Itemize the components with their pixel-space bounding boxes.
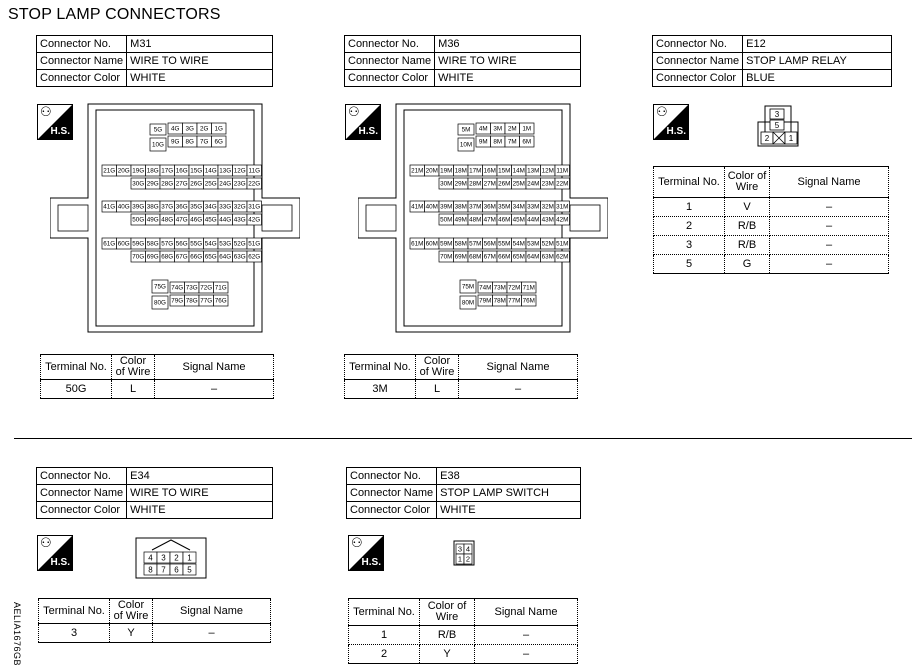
pin-label: 2G <box>200 125 209 133</box>
header-color-of-wire: Color of Wire <box>112 355 155 380</box>
pin-label: 51M <box>556 240 569 248</box>
pin-label: 18G <box>146 167 159 175</box>
pin-label: 19G <box>132 167 145 175</box>
pin-label: 7G <box>200 138 209 146</box>
e38-name: STOP LAMP SWITCH <box>437 485 581 502</box>
pin-label: 64G <box>219 253 232 261</box>
pin-label: 2 <box>764 134 770 143</box>
pin-label: 80M <box>461 299 475 307</box>
pin-label: 3G <box>185 125 194 133</box>
header-signal-name: Signal Name <box>475 599 578 626</box>
e38-color: WHITE <box>437 502 581 519</box>
terminal-no: 3 <box>39 624 110 643</box>
pin-label: 67M <box>483 253 496 261</box>
pin-label: 14M <box>512 167 525 175</box>
signal-name: – <box>155 380 274 399</box>
e12-info-table <box>652 35 892 87</box>
hs-icon: ⚇ H.S. <box>37 535 73 571</box>
pin-label: 74G <box>171 284 184 292</box>
pin-label: 27M <box>483 180 496 188</box>
pin-label: 44M <box>527 216 540 224</box>
pin-label: 52M <box>541 240 554 248</box>
label-connector-color: Connector Color <box>653 70 743 87</box>
pin-label: 72M <box>508 284 521 292</box>
pin-label: 22G <box>248 180 261 188</box>
pin-label: 4G <box>171 125 180 133</box>
pin-label: 17M <box>469 167 482 175</box>
table-row <box>349 645 578 664</box>
pin-label: 31G <box>248 203 261 211</box>
terminal-no: 5 <box>654 255 725 274</box>
pin-label: 3 <box>457 544 463 554</box>
m31-connector-face <box>50 98 300 343</box>
pin-label: 56G <box>175 240 188 248</box>
pin-label: 12M <box>541 167 554 175</box>
pin-label: 13M <box>527 167 540 175</box>
pin-label: 47M <box>483 216 496 224</box>
pin-label: 5G <box>153 126 163 134</box>
pin-label: 45G <box>204 216 217 224</box>
pin-label: 59M <box>440 240 453 248</box>
e38-info-table <box>346 467 581 519</box>
pin-label: 75G <box>154 283 166 291</box>
pin-label: 65M <box>512 253 525 261</box>
pin-label: 16M <box>483 167 496 175</box>
signal-name: – <box>770 255 889 274</box>
pin-label: 35G <box>190 203 203 211</box>
pin-label: 60M <box>425 240 438 248</box>
pin-label: 37G <box>161 203 174 211</box>
pin-label: 1G <box>214 125 223 133</box>
label-connector-name: Connector Name <box>37 53 127 70</box>
m36-name: WIRE TO WIRE <box>435 53 581 70</box>
hs-icon: ⚇ H.S. <box>348 535 384 571</box>
pin-label: 67G <box>175 253 188 261</box>
pin-label: 61M <box>411 240 424 248</box>
harness-icon: ⚇ <box>40 105 52 120</box>
pin-label: 41M <box>411 203 424 211</box>
pin-label: 40M <box>425 203 438 211</box>
label-connector-no: Connector No. <box>37 468 127 485</box>
e12-connector-face <box>755 104 805 150</box>
e38-no: E38 <box>437 468 581 485</box>
harness-icon: ⚇ <box>40 536 52 551</box>
page-title: STOP LAMP CONNECTORS <box>8 6 221 23</box>
pin-label: 73G <box>185 284 198 292</box>
pin-label: 34M <box>512 203 525 211</box>
label-connector-color: Connector Color <box>37 502 127 519</box>
table-row <box>654 255 889 274</box>
pin-label: 79M <box>479 297 492 305</box>
signal-name: – <box>475 626 578 645</box>
m36-terminal-table <box>344 354 578 399</box>
pin-label: 20G <box>117 167 130 175</box>
pin-label: 15G <box>190 167 203 175</box>
pin-label: 42M <box>556 216 569 224</box>
pin-label: 10M <box>459 141 473 149</box>
terminal-no: 2 <box>349 645 420 664</box>
pin-label: 48G <box>161 216 174 224</box>
pin-label: 40G <box>117 203 130 211</box>
pin-label: 1 <box>187 553 192 563</box>
pin-label: 5M <box>461 126 471 134</box>
pin-label: 49M <box>454 216 467 224</box>
pin-label: 8 <box>148 565 153 575</box>
header-terminal-no: Terminal No. <box>41 355 112 380</box>
label-connector-no: Connector No. <box>345 36 435 53</box>
pin-label: 36G <box>175 203 188 211</box>
signal-name: – <box>459 380 578 399</box>
pin-label: 19M <box>440 167 453 175</box>
pin-label: 43M <box>541 216 554 224</box>
m36-info-table <box>344 35 581 87</box>
m36-connector-face <box>358 98 608 343</box>
table-row <box>41 380 274 399</box>
table-row <box>654 217 889 236</box>
pin-label: 24G <box>219 180 232 188</box>
header-terminal-no: Terminal No. <box>654 167 725 198</box>
e34-color: WHITE <box>127 502 273 519</box>
pin-label: 1 <box>788 134 794 143</box>
pin-label: 58M <box>454 240 467 248</box>
harness-icon: ⚇ <box>348 105 360 120</box>
pin-label: 4 <box>148 553 153 563</box>
pin-label: 77G <box>200 297 213 305</box>
pin-label: 66M <box>498 253 511 261</box>
header-signal-name: Signal Name <box>155 355 274 380</box>
pin-label: 50G <box>132 216 145 224</box>
pin-label: 11G <box>248 167 260 175</box>
pin-label: 70M <box>440 253 453 261</box>
pin-label: 65G <box>204 253 217 261</box>
pin-label: 11M <box>556 167 569 175</box>
pin-label: 7M <box>507 138 517 146</box>
pin-label: 2M <box>507 125 517 133</box>
pin-label: 64M <box>527 253 540 261</box>
header-color-of-wire: Color of Wire <box>416 355 459 380</box>
terminal-no: 3 <box>654 236 725 255</box>
pin-label: 3 <box>774 110 780 119</box>
pin-label: 39G <box>132 203 145 211</box>
pin-label: 17G <box>161 167 174 175</box>
pin-label: 61G <box>103 240 116 248</box>
pin-label: 62M <box>556 253 569 261</box>
e34-connector-face <box>132 530 214 582</box>
wire-color: Y <box>110 624 153 643</box>
pin-label: 21M <box>411 167 424 175</box>
pin-label: 32M <box>541 203 554 211</box>
pin-label: 45M <box>512 216 525 224</box>
pin-label: 38G <box>146 203 159 211</box>
pin-label: 71G <box>214 284 227 292</box>
pin-label: 2 <box>174 553 179 563</box>
table-row <box>345 380 578 399</box>
m31-info-table <box>36 35 273 87</box>
pin-label: 49G <box>146 216 159 224</box>
pin-label: 55M <box>498 240 511 248</box>
pin-label: 30M <box>440 180 453 188</box>
pin-label: 31M <box>556 203 569 211</box>
e34-terminal-table <box>38 598 271 643</box>
pin-label: 63G <box>233 253 246 261</box>
pin-label: 32G <box>233 203 246 211</box>
pin-label: 42G <box>248 216 261 224</box>
pin-label: 57M <box>469 240 482 248</box>
pin-label: 80G <box>154 299 166 307</box>
pin-label: 68G <box>161 253 174 261</box>
harness-icon: ⚇ <box>351 536 363 551</box>
pin-label: 27G <box>175 180 188 188</box>
pin-label: 22M <box>556 180 569 188</box>
pin-label: 3M <box>493 125 503 133</box>
pin-label: 6G <box>214 138 223 146</box>
wire-color: Y <box>420 645 475 664</box>
pin-label: 29M <box>454 180 467 188</box>
pin-label: 46G <box>190 216 203 224</box>
pin-label: 7 <box>161 565 166 575</box>
pin-label: 43G <box>233 216 246 224</box>
pin-label: 10G <box>152 141 164 149</box>
pin-label: 73M <box>493 284 506 292</box>
signal-name: – <box>153 624 271 643</box>
e34-name: WIRE TO WIRE <box>127 485 273 502</box>
pin-label: 8M <box>493 138 503 146</box>
pin-label: 21G <box>103 167 116 175</box>
pin-label: 1M <box>522 125 532 133</box>
wire-color: R/B <box>725 217 770 236</box>
header-terminal-no: Terminal No. <box>349 599 420 626</box>
wire-color: G <box>725 255 770 274</box>
pin-label: 15M <box>498 167 511 175</box>
pin-label: 53G <box>219 240 232 248</box>
label-connector-color: Connector Color <box>347 502 437 519</box>
label-connector-no: Connector No. <box>37 36 127 53</box>
hs-icon: ⚇ H.S. <box>345 104 381 140</box>
pin-label: 57G <box>161 240 174 248</box>
pin-label: 39M <box>440 203 453 211</box>
signal-name: – <box>770 198 889 217</box>
table-row <box>654 198 889 217</box>
header-terminal-no: Terminal No. <box>345 355 416 380</box>
pin-label: 35M <box>498 203 511 211</box>
pin-label: 9G <box>171 138 180 146</box>
terminal-no: 3M <box>345 380 416 399</box>
e12-name: STOP LAMP RELAY <box>743 53 892 70</box>
wire-color: V <box>725 198 770 217</box>
pin-label: 50M <box>440 216 453 224</box>
pin-label: 66G <box>190 253 203 261</box>
pin-label: 79G <box>171 297 184 305</box>
header-signal-name: Signal Name <box>770 167 889 198</box>
table-row <box>654 236 889 255</box>
signal-name: – <box>770 217 889 236</box>
pin-label: 63M <box>541 253 554 261</box>
pin-label: 36M <box>483 203 496 211</box>
header-signal-name: Signal Name <box>459 355 578 380</box>
e12-color: BLUE <box>743 70 892 87</box>
pin-label: 5 <box>774 121 780 130</box>
pin-label: 33G <box>219 203 232 211</box>
pin-label: 33M <box>527 203 540 211</box>
m31-no: M31 <box>127 36 273 53</box>
e12-terminal-table <box>653 166 889 274</box>
m31-color: WHITE <box>127 70 273 87</box>
pin-label: 71M <box>522 284 535 292</box>
header-color-of-wire: Color of Wire <box>420 599 475 626</box>
pin-label: 56M <box>483 240 496 248</box>
label-connector-name: Connector Name <box>653 53 743 70</box>
pin-label: 9M <box>478 138 488 146</box>
hs-icon: ⚇ H.S. <box>653 104 689 140</box>
terminal-no: 50G <box>41 380 112 399</box>
label-connector-color: Connector Color <box>37 70 127 87</box>
label-connector-name: Connector Name <box>347 485 437 502</box>
wire-color: R/B <box>725 236 770 255</box>
header-terminal-no: Terminal No. <box>39 599 110 624</box>
pin-label: 38M <box>454 203 467 211</box>
pin-label: 30G <box>132 180 145 188</box>
pin-label: 4M <box>478 125 488 133</box>
pin-label: 25G <box>204 180 217 188</box>
pin-label: 3 <box>161 553 166 563</box>
pin-label: 13G <box>219 167 232 175</box>
e34-no: E34 <box>127 468 273 485</box>
pin-label: 58G <box>146 240 159 248</box>
label-connector-color: Connector Color <box>345 70 435 87</box>
pin-label: 8G <box>185 138 194 146</box>
e38-connector-face <box>448 536 478 570</box>
pin-label: 69M <box>454 253 467 261</box>
pin-label: 69G <box>146 253 159 261</box>
pin-label: 37M <box>469 203 482 211</box>
table-row <box>349 626 578 645</box>
label-connector-name: Connector Name <box>37 485 127 502</box>
pin-label: 46M <box>498 216 511 224</box>
label-connector-no: Connector No. <box>347 468 437 485</box>
pin-label: 60G <box>117 240 130 248</box>
pin-label: 44G <box>219 216 232 224</box>
harness-icon: ⚇ <box>656 105 668 120</box>
table-row <box>39 624 271 643</box>
pin-label: 18M <box>454 167 467 175</box>
hs-icon: ⚇ H.S. <box>37 104 73 140</box>
pin-label: 23G <box>233 180 246 188</box>
header-signal-name: Signal Name <box>153 599 271 624</box>
pin-label: 23M <box>541 180 554 188</box>
m36-no: M36 <box>435 36 581 53</box>
m31-terminal-table <box>40 354 274 399</box>
pin-label: 74M <box>479 284 492 292</box>
figure-code: AELIA1676GB <box>12 602 22 667</box>
pin-label: 20M <box>425 167 438 175</box>
pin-label: 52G <box>233 240 246 248</box>
terminal-no: 1 <box>349 626 420 645</box>
m31-name: WIRE TO WIRE <box>127 53 273 70</box>
pin-label: 54G <box>204 240 217 248</box>
pin-label: 70G <box>132 253 145 261</box>
pin-label: 2 <box>465 554 471 564</box>
pin-label: 4 <box>465 544 471 554</box>
pin-label: 1 <box>457 554 463 564</box>
pin-label: 51G <box>248 240 261 248</box>
pin-label: 62G <box>248 253 261 261</box>
wire-color: R/B <box>420 626 475 645</box>
pin-label: 29G <box>146 180 159 188</box>
pin-label: 76G <box>214 297 227 305</box>
pin-label: 78G <box>185 297 198 305</box>
pin-label: 78M <box>493 297 506 305</box>
label-connector-name: Connector Name <box>345 53 435 70</box>
pin-label: 48M <box>469 216 482 224</box>
pin-label: 6 <box>174 565 179 575</box>
section-divider <box>14 438 912 439</box>
header-color-of-wire: Color of Wire <box>110 599 153 624</box>
pin-label: 54M <box>512 240 525 248</box>
pin-label: 16G <box>175 167 188 175</box>
e12-no: E12 <box>743 36 892 53</box>
pin-label: 72G <box>200 284 213 292</box>
pin-label: 47G <box>175 216 188 224</box>
signal-name: – <box>770 236 889 255</box>
pin-label: 26M <box>498 180 511 188</box>
pin-label: 55G <box>190 240 203 248</box>
label-connector-no: Connector No. <box>653 36 743 53</box>
pin-label: 68M <box>469 253 482 261</box>
header-color-of-wire: Color of Wire <box>725 167 770 198</box>
pin-label: 6M <box>522 138 532 146</box>
signal-name: – <box>475 645 578 664</box>
wire-color: L <box>416 380 459 399</box>
pin-label: 59G <box>132 240 145 248</box>
pin-label: 14G <box>204 167 217 175</box>
pin-label: 28M <box>469 180 482 188</box>
pin-label: 5 <box>187 565 192 575</box>
pin-label: 12G <box>233 167 246 175</box>
terminal-no: 1 <box>654 198 725 217</box>
pin-label: 25M <box>512 180 525 188</box>
terminal-no: 2 <box>654 217 725 236</box>
pin-label: 75M <box>461 283 475 291</box>
pin-label: 41G <box>103 203 116 211</box>
m36-color: WHITE <box>435 70 581 87</box>
e34-info-table <box>36 467 273 519</box>
pin-label: 53M <box>527 240 540 248</box>
pin-label: 24M <box>527 180 540 188</box>
pin-label: 26G <box>190 180 203 188</box>
e38-terminal-table <box>348 598 578 664</box>
pin-label: 34G <box>204 203 217 211</box>
pin-label: 28G <box>161 180 174 188</box>
pin-label: 77M <box>508 297 521 305</box>
pin-label: 76M <box>522 297 535 305</box>
wire-color: L <box>112 380 155 399</box>
